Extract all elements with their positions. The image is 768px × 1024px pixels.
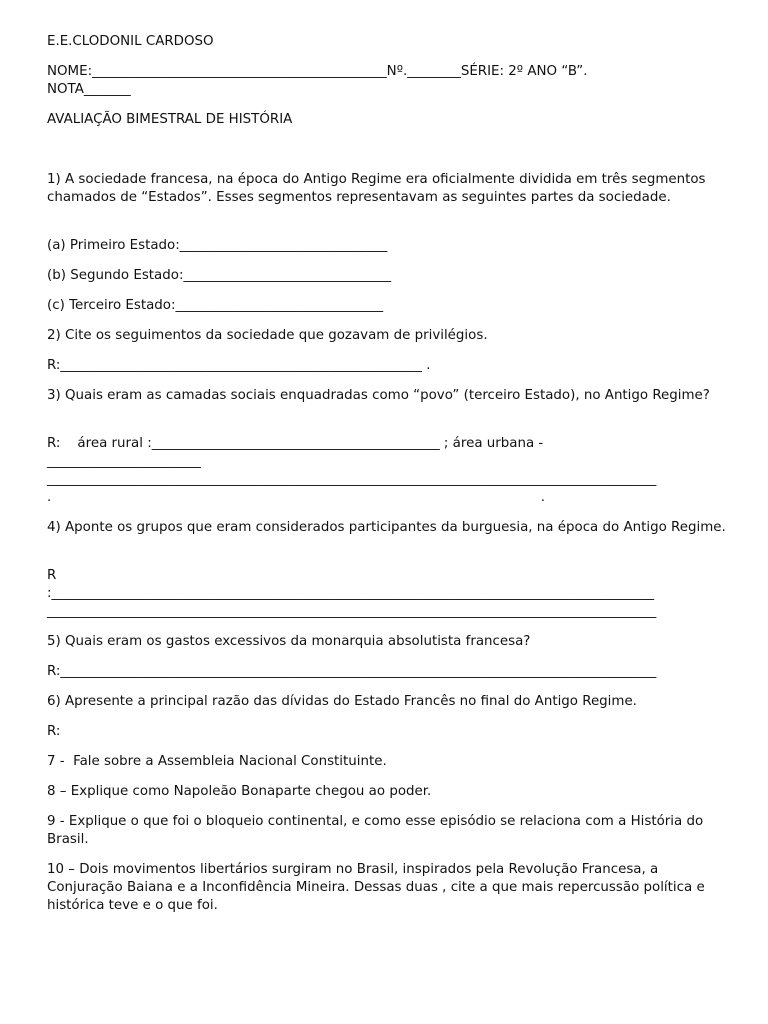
question-1-text: 1) A sociedade francesa, na época do Antigo Regime era oficialmente dividida em três segmentos chamados de “Estados”. Esses segmentos representavam as seguintes partes da sociedade. bbox=[47, 172, 706, 205]
question-6-answer-label: R: bbox=[47, 724, 61, 739]
question-5-text: 5) Quais eram os gastos excessivos da monarquia absolutista francesa? bbox=[47, 634, 531, 649]
question-9-text: 9 - Explique o que foi o bloqueio continental, e como esse episódio se relaciona com a História do Brasil. bbox=[47, 814, 704, 847]
question-6-text: 6) Apresente a principal razão das dívidas do Estado Francês no final do Antigo Regime. bbox=[47, 694, 637, 709]
school-name: E.E.CLODONIL CARDOSO bbox=[47, 34, 214, 49]
question-3-answer-line-4: . . bbox=[47, 490, 546, 505]
question-3-answer-line-3: ___________________________________________________________________________________________ bbox=[47, 472, 657, 487]
question-4-answer-line-2: :__________________________________________________________________________________________ bbox=[47, 586, 655, 601]
question-8-text: 8 – Explique como Napoleão Bonaparte chegou ao poder. bbox=[47, 784, 432, 799]
question-2-answer-line: R:______________________________________________________ . bbox=[47, 358, 431, 373]
question-3-text: 3) Quais eram as camadas sociais enquadradas como “povo” (terceiro Estado), no Antigo Regime? bbox=[47, 388, 710, 403]
question-1-option-a: (a) Primeiro Estado:_______________________________ bbox=[47, 238, 388, 253]
question-4-answer-line-1: R bbox=[47, 568, 57, 583]
exam-title: AVALIAÇÃO BIMESTRAL DE HISTÓRIA bbox=[47, 112, 293, 127]
student-info-line: NOME:____________________________________________Nº.________SÉRIE: 2º ANO “B”. bbox=[47, 64, 588, 79]
grade-line: NOTA_______ bbox=[47, 82, 131, 97]
question-3-answer-line-2: _______________________ bbox=[47, 454, 201, 469]
question-7-text: 7 - Fale sobre a Assembleia Nacional Constituinte. bbox=[47, 754, 387, 769]
question-5-answer-line: R:_________________________________________________________________________________________ bbox=[47, 664, 657, 679]
question-1-option-b: (b) Segundo Estado:_______________________________ bbox=[47, 268, 392, 283]
question-3-answer-line-1: R: área rural :___________________________________________ ; área urbana - bbox=[47, 436, 544, 451]
question-10-text: 10 – Dois movimentos libertários surgiram no Brasil, inspirados pela Revolução Francesa, a Conjuração Baiana e a Inconfidência Mineira. Dessas duas , cite a que mais repercussão política e histórica teve e o que foi. bbox=[47, 862, 705, 913]
question-2-text: 2) Cite os seguimentos da sociedade que gozavam de privilégios. bbox=[47, 328, 488, 343]
question-4-text: 4) Aponte os grupos que eram considerados participantes da burguesia, na época do Antigo Regime. bbox=[47, 520, 726, 535]
question-1-option-c: (c) Terceiro Estado:_______________________________ bbox=[47, 298, 384, 313]
question-4-answer-line-3: ___________________________________________________________________________________________ bbox=[47, 604, 657, 619]
